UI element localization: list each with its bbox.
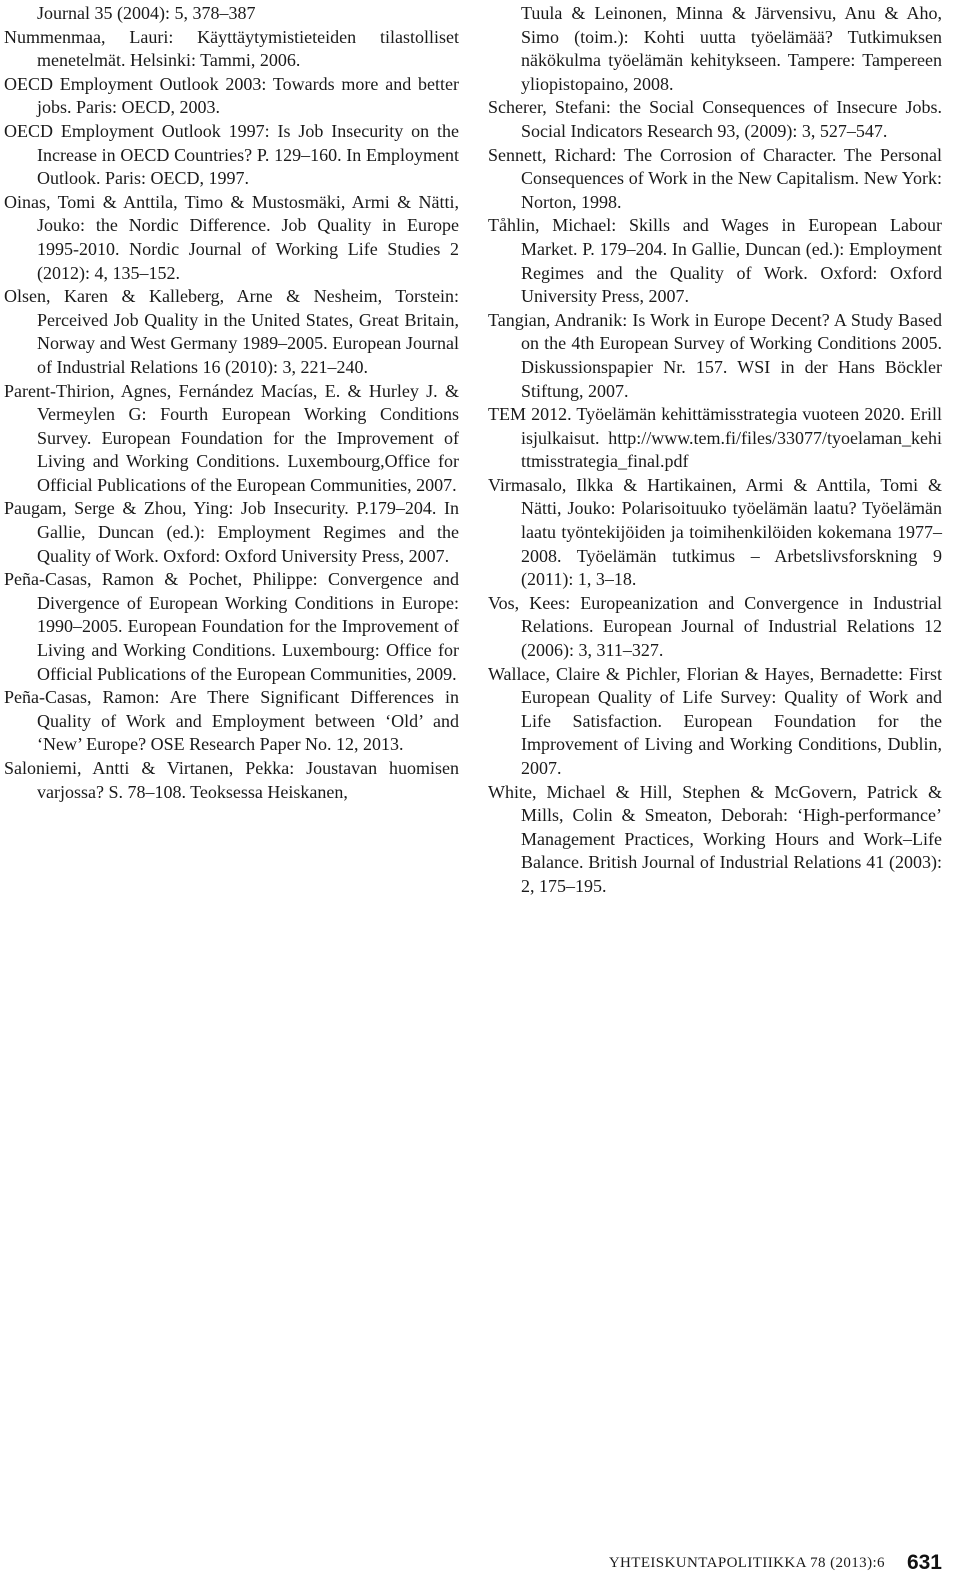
reference-entry: Oinas, Tomi & Anttila, Timo & Mustosmäki, Armi & Nätti, Jouko: the Nordic Difference. Job Quality in Europe 1995-2010. Nordic Journal of Working Life Studies 2 (2012): 4, 135–152. — [4, 191, 459, 283]
reference-entry: Nummenmaa, Lauri: Käyttäytymistieteiden tilastolliset menetelmät. Helsinki: Tammi, 2006. — [4, 26, 459, 71]
reference-entry: OECD Employment Outlook 1997: Is Job Insecurity on the Increase in OECD Countries? P. 129–160. In Employment Outlook. Paris: OECD, 1997. — [4, 120, 459, 189]
reference-entry: White, Michael & Hill, Stephen & McGovern, Patrick & Mills, Colin & Smeaton, Deborah: ‘High-performance’ Management Practices, Working Hours and Work–Life Balance. British Journal of Industrial Relations 41 (2003): 2, 175–195. — [488, 781, 942, 896]
right-column — [488, 2, 942, 899]
reference-entry: Peña-Casas, Ramon: Are There Significant Differences in Quality of Work and Employment between ‘Old’ and ‘New’ Europe? OSE Research Paper No. 12, 2013. — [4, 687, 459, 755]
reference-entry-continuation: Tuula & Leinonen, Minna & Järvensivu, Anu & Aho, Simo (toim.): Kohti uutta työelämää? Tutkimuksen näkökulma työelämän kehitykseen. Tampere: Tampereen yliopistopaino, 2008. — [521, 3, 942, 94]
reference-entry-continuation: Journal 35 (2004): 5, 378–387 — [37, 3, 256, 23]
page-footer — [572, 1549, 942, 1577]
page-number: 631 — [906, 1551, 942, 1574]
reference-entry: Virmasalo, Ilkka & Hartikainen, Armi & Anttila, Tomi & Nätti, Jouko: Polarisoituuko työelämän laatu? Työelämän laatu työntekijöiden ja toimihenkilöiden kokemana 1977–2008. Työelämän tutkimus – Arbetslivsforskning 9 (2011): 1, 3–18. — [488, 474, 942, 590]
reference-entry: Peña-Casas, Ramon & Pochet, Philippe: Convergence and Divergence of European Working Conditions in Europe: 1990–2005. European Foundation for the Improvement of Living and Working Conditions. Luxembourg: Office for Official Publications of the European Communities, 2009. — [4, 569, 459, 684]
reference-entry: OECD Employment Outlook 2003: Towards more and better jobs. Paris: OECD, 2003. — [4, 73, 459, 118]
reference-entry: Paugam, Serge & Zhou, Ying: Job Insecurity. P.179–204. In Gallie, Duncan (ed.): Employment Regimes and the Quality of Work. Oxford: Oxford University Press, 2007. — [4, 498, 459, 566]
reference-entry: Saloniemi, Antti & Virtanen, Pekka: Joustavan huomisen varjossa? S. 78–108. Teoksessa Heiskanen, — [4, 758, 459, 802]
reference-entry: Parent-Thirion, Agnes, Fernández Macías, E. & Hurley J. & Vermeylen G: Fourth European Working Conditions Survey. European Foundation for the Improvement of Living and Working Conditions. Luxembourg,Office for Official Publications of the European Communities, 2007. — [4, 380, 459, 495]
reference-entry: Olsen, Karen & Kalleberg, Arne & Nesheim, Torstein: Perceived Job Quality in the United States, Great Britain, Norway and West Germany 1989–2005. European Journal of Industrial Relations 16 (2010): 3, 221–240. — [4, 286, 459, 377]
reference-entry: Sennett, Richard: The Corrosion of Character. The Personal Consequences of Work in the New Capitalism. New York: Norton, 1998. — [488, 144, 942, 212]
reference-entry: Tangian, Andranik: Is Work in Europe Decent? A Study Based on the 4th European Survey of Working Conditions 2005. Diskussionspapier Nr. 157. WSI in der Hans Böckler Stiftung, 2007. — [488, 309, 942, 401]
reference-entry: Scherer, Stefani: the Social Consequences of Insecure Jobs. Social Indicators Research 93, (2009): 3, 527–547. — [488, 97, 942, 141]
reference-entry: Wallace, Claire & Pichler, Florian & Hayes, Bernadette: First European Quality of Life Survey: Quality of Work and Life Satisfaction. European Foundation for the Improvement of Living and Working Conditions, Dublin, 2007. — [488, 663, 942, 778]
reference-entry: Vos, Kees: Europeanization and Convergence in Industrial Relations. European Journal of Industrial Relations 12 (2006): 3, 311–327. — [488, 592, 942, 661]
journal-name: YHTEISKUNTAPOLITIIKKA 78 (2013):6 — [608, 1554, 885, 1571]
left-column — [4, 2, 459, 804]
reference-entry: Tåhlin, Michael: Skills and Wages in European Labour Market. P. 179–204. In Gallie, Duncan (ed.): Employment Regimes and the Quality of Work. Oxford: Oxford University Press, 2007. — [488, 215, 942, 307]
reference-entry: TEM 2012. Työelämän kehittämisstrategia vuoteen 2020. Erillisjulkaisut. http://www.tem.fi/files/33077/tyoelaman_kehittmisstrategia_final.pdf — [488, 404, 942, 472]
